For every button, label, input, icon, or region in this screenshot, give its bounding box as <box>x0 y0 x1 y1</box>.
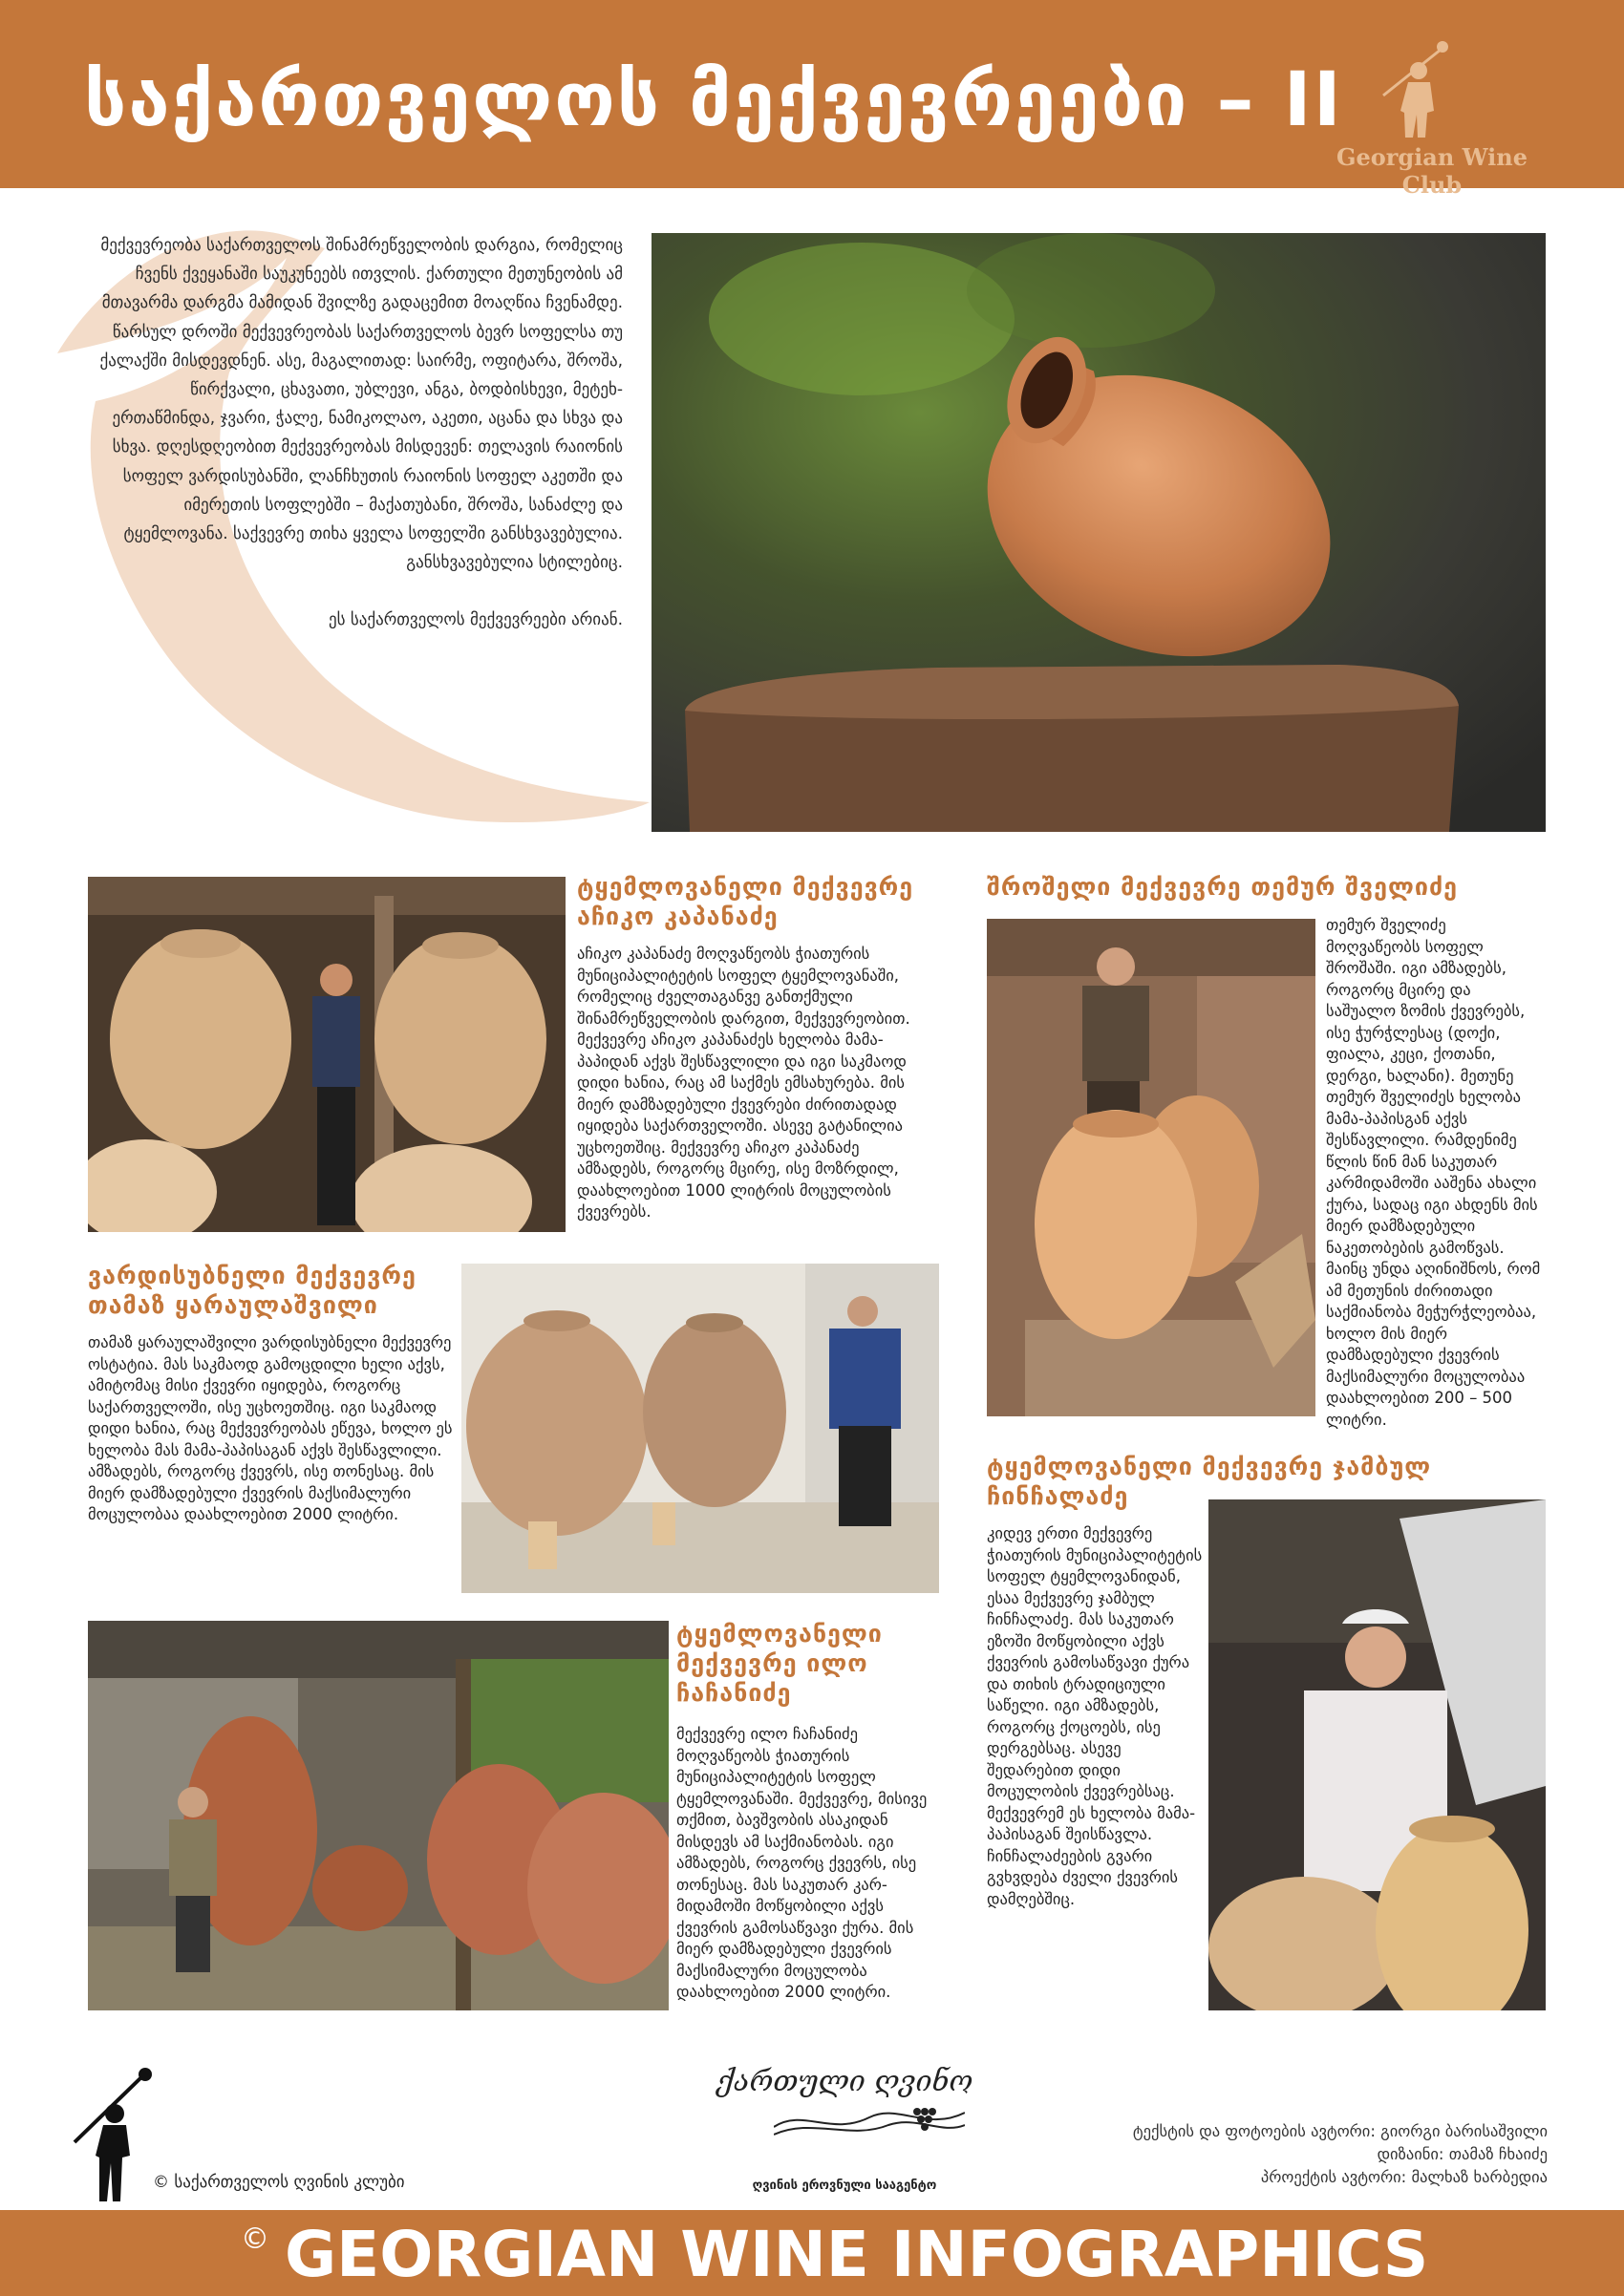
potter-bio: თემურ შველიძე მოღვაწეობს სოფელ შროშაში. იგი ამზადებს, როგორც მცირე და საშუალო ზომის ქვევრებს, ისე ჭურჭლესაც (დოქი, ფიალა, კეცი, ქოთანი, დერგი, ხალანი). მეთუნე თემურ შველიძეს ხელობა მამა-პაპისგან აქვს შესწავლილი. რამდენიმე წლის წინ მან საკუთარ კარმიდამოში ააშენა ახალი ქურა, სადაც იგი ახდენს მის მიერ დამზადებული ნაკეთობების გამოწვას. მაინც უნდა აღინიშნოს, რომ ამ მეთუნის ძირითადი საქმიანობა მეჭურჭლეობაა, ხოლო მის მიერ დამზადებული ქვევრის მაქსიმალური მოცულობაა დაახლოებით 200 – 500 ლიტრი. <box>1326 916 1541 1429</box>
partner-logo-caption: ღვინის ეროვნული სააგენტო <box>752 2179 937 2193</box>
credit-line: დიზაინი: თამაზ ჩხაიძე <box>1377 2145 1548 2163</box>
potter-bio: თამაზ ყარაულაშვილი ვარდისუბნელი მექვევრე ოსტატია. მას საკმაოდ გამოცდილი ხელი აქვს, ამიტომაც მისი ქვევრი იყიდება, როგორც საქართველოში, ისე უცხოეთშიც. იგი საკმაოდ დიდი ხანია, რაც მექვევრეობას ეწევა, ხოლო ეს ხელობა მას მამა-პაპისაგან აქვს შესწავლილი. ამზადებს, როგორც ქვევრს, ისე თონესაც. მის მიერ დამზადებული ქვევრის მაქსიმალური მოცულობაა დაახლოებით 2000 ლიტრი. <box>88 1333 453 1523</box>
intro-paragraph: მექვევრეობა საქართველოს შინამრეწველობის დარგია, რომელიც ჩვენს ქვეყანაში საუკუნეებს ითვლის. ქართული მეთუნეობის ამ მთავარმა დარგმა მამიდან შვილზე გადაცემით მოაღწია ჩვენამდე. წარსულ დროში მექვევრეობას საქართველოს ბევრ სოფელსა თუ ქალაქში მისდევდნენ. ასე, მაგალითად: საირმე, ოფიტარა, შროშა, წირქვალი, ცხავათი, უბლევი, ანგა, ბოდბისხევი, მეტეხ-ერთაწმინდა, ჯვარი, ჭალე, ნამიკოლაო, აკეთი, აცანა და სხვა და სხვა. დღესდღეობით მექვევრეობას მისდევენ: თელავის რაიონის სოფელ ვარდისუბანში, ლანჩხუთის რაიონის სოფელ აკეთში და იმერეთის სოფლებში – მაქათუბანი, შროშა, სანაძლე და ტყემლოვანა. საქვევრე თიხა ყველა სოფელში განსხვავებულია. განსხვავებულია სტილებიც. <box>99 236 623 573</box>
footer-figure-icon <box>67 2068 162 2206</box>
potter-heading: შროშელი მექვევრე თემურ შველიძე <box>987 873 1459 901</box>
intro-closing: ეს საქართველოს მექვევრეები არიან. <box>329 610 623 630</box>
credit-line: ტექსტის და ფოტოების ავტორი: გიორგი ბარისაშვილი <box>1132 2122 1548 2140</box>
potter-heading: ტყემლოვანელი მექვევრე აჩიკო კაპანაძე <box>577 873 914 930</box>
club-logo-caption: Georgian Wine Club <box>1336 143 1528 199</box>
photo-ilo-chachanidze <box>88 1621 669 2010</box>
grape-vine-icon <box>774 2098 965 2141</box>
photo-achiko-kapanadze <box>88 877 566 1232</box>
footer-copyright: © საქართველოს ღვინის კლუბი <box>153 2173 405 2192</box>
photo-temur-shvelidze <box>987 919 1315 1416</box>
potter-bio: მექვევრე ილო ჩაჩანიძე მოღვაწეობს ჭიათურის მუნიციპალიტეტის სოფელ ტყემლოვანაში. მექვევრე, მისივე თქმით, ბავშვობის ასაკიდან მისდევს ამ საქმიანობას. იგი ამზადებს, როგორც ქვევრს, ისე თონესაც. მას საკუთარ კარ-მიდამოში მოწყობილი აქვს ქვევრის გამოსაწვავი ქურა. მის მიერ დამზადებული ქვევრის მაქსიმალური მოცულობა დაახლოებით 2000 ლიტრი. <box>676 1725 928 2001</box>
credit-line: პროექტის ავტორი: მალხაზ ხარბედია <box>1260 2168 1548 2186</box>
partner-logo <box>716 2065 973 2141</box>
photo-tamaz-karaulashvili <box>461 1264 939 1593</box>
potter-heading: ტყემლოვანელი მექვევრე ილო ჩაჩანიძე <box>676 1620 883 1707</box>
potter-heading: ტყემლოვანელი მექვევრე ჯამბულ ჩინჩალაძე <box>987 1453 1432 1510</box>
potter-heading: ვარდისუბნელი მექვევრე თამაზ ყარაულაშვილი <box>88 1262 417 1319</box>
footer-banner-title: GEORGIAN WINE INFOGRAPHICS <box>285 2218 1429 2291</box>
photo-jambul-chinchaladze <box>1208 1499 1546 2010</box>
potter-bio: კიდევ ერთი მექვევრე ჭიათურის მუნიციპალიტეტის სოფელ ტყემლოვანიდან, ესაა მექვევრე ჯამბულ ჩინჩალაძე. მას საკუთარ ეზოში მოწყობილი აქვს ქვევრის გამოსაწვავი ქურა და თიხის ტრადიციული საწელი. იგი ამზადებს, როგორც ქოცოებს, ისე დერგებსაც. ასევე შედარებით დიდი მოცულობის ქვევრებსაც. მექვევრემ ეს ხელობა მამა-პაპისაგან შეისწავლა. ჩინჩალაძეების გვარი გვხვდება ძველი ქვევრის დამღებშიც. <box>987 1524 1203 1908</box>
partner-logo-script: ქართული ღვინო <box>716 2065 973 2098</box>
intro-text <box>92 231 623 635</box>
hero-photo-qvevri <box>652 233 1546 832</box>
potter-bio: აჩიკო კაპანაძე მოღვაწეობს ჭიათურის მუნიციპალიტეტის სოფელ ტყემლოვანაში, რომელიც ძველთაგანვე განთქმული შინამრეწველობის დარგით, მექვევრეობით. მექვევრე აჩიკო კაპანაძეს ხელობა მამა-პაპიდან აქვს შესწავლილი და იგი საკმაოდ დიდი ხანია, რაც ამ საქმეს ემსახურება. მის მიერ დამზადებული ქვევრები ძირითადად იყიდება საქართველოში. ასევე გატანილია უცხოეთშიც. მექვევრე აჩიკო კაპანაძე ამზადებს, როგორც მცირე, ისე მოზრდილ, დაახლოებით 1000 ლიტრის მოცულობის ქვევრებს. <box>577 945 910 1221</box>
page-title: საქართველოს მექვევრეები – II <box>84 57 1343 143</box>
copyright-icon: © <box>241 2222 269 2256</box>
